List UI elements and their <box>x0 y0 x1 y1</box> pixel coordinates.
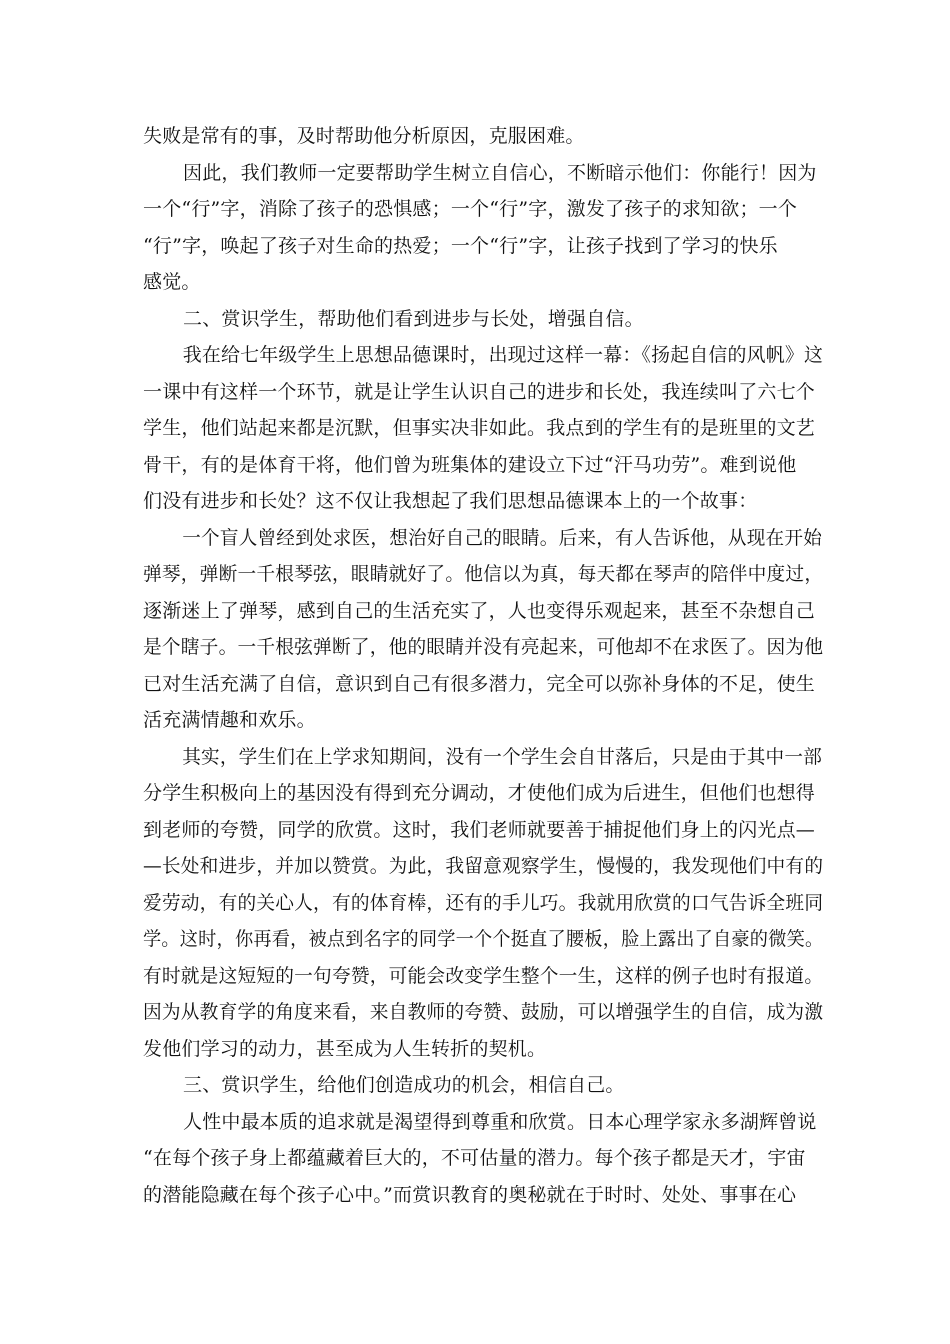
text-line: 的潜能隐藏在每个孩子心中。”而赏识教育的奥秘就在于时时、处处、事事在心 <box>143 1183 797 1206</box>
text-line: 三、赏识学生，给他们创造成功的机会，相信自己。 <box>183 1074 625 1096</box>
text-line: “在每个孩子身上都蕴藏着巨大的，不可估量的潜力。每个孩子都是天才，宇宙 <box>143 1147 806 1169</box>
text-line: 活充满情趣和欢乐。 <box>143 709 316 731</box>
text-line: 学。这时，你再看，被点到名字的同学一个个挺直了腰板，脸上露出了自豪的微笑。 <box>143 928 824 950</box>
text-line: 学生，他们站起来都是沉默，但事实决非如此。我点到的学生有的是班里的文艺 <box>143 417 816 439</box>
text-line: 是个瞎子。一千根弦弹断了，他的眼睛并没有亮起来，可他却不在求医了。因为他 <box>143 636 824 658</box>
text-line: 一课中有这样一个环节，就是让学生认识自己的进步和长处，我连续叫了六七个 <box>143 380 816 403</box>
text-line: 失败是常有的事，及时帮助他分析原因，克服困难。 <box>143 125 585 147</box>
body-text <box>143 118 823 1213</box>
text-line: —长处和进步，并加以赞赏。为此，我留意观察学生，慢慢的，我发现他们中有的 <box>143 855 824 877</box>
text-line: 人性中最本质的追求就是渴望得到尊重和欣赏。日本心理学家永多湖辉曾说 <box>183 1110 817 1133</box>
text-line: 发他们学习的动力，甚至成为人生转折的契机。 <box>143 1037 547 1060</box>
text-line: 因此，我们教师一定要帮助学生树立自信心，不断暗示他们：你能行！因为 <box>183 161 817 184</box>
text-line: 因为从教育学的角度来看，来自教师的夸赞、鼓励，可以增强学生的自信，成为激 <box>143 1001 824 1023</box>
text-line: “行”字，唤起了孩子对生命的热爱；一个“行”字，让孩子找到了学习的快乐 <box>143 234 778 257</box>
text-line: 分学生积极向上的基因没有得到充分调动，才使他们成为后进生，但他们也想得 <box>143 782 816 804</box>
text-line: 爱劳动，有的关心人，有的体育棒，还有的手儿巧。我就用欣赏的口气告诉全班同 <box>143 891 824 914</box>
text-line: 弹琴，弹断一千根琴弦，眼睛就好了。他信以为真，每天都在琴声的陪伴中度过， <box>143 563 824 585</box>
text-line: 逐渐迷上了弹琴，感到自己的生活充实了，人也变得乐观起来，甚至不杂想自己 <box>143 599 816 622</box>
text-line: 二、赏识学生，帮助他们看到进步与长处，增强自信。 <box>183 307 644 330</box>
text-line: 到老师的夸赞，同学的欣赏。这时，我们老师就要善于捕捉他们身上的闪光点— <box>143 818 816 841</box>
text-line: 已对生活充满了自信，意识到自己有很多潜力，完全可以弥补身体的不足，使生 <box>143 672 816 695</box>
text-line: 我在给七年级学生上思想品德课时，出现过这样一幕：《扬起自信的风帆》这 <box>182 344 824 366</box>
text-line: 骨干，有的是体育干将，他们曾为班集体的建设立下过“汗马功劳”。难到说他 <box>143 453 797 476</box>
text-line: 一个“行”字，消除了孩子的恐惧感；一个“行”字，激发了孩子的求知欲；一个 <box>143 198 798 220</box>
text-line: 感觉。 <box>143 271 201 293</box>
text-line: 有时就是这短短的一句夸赞，可能会改变学生整个一生，这样的例子也时有报道。 <box>143 964 824 987</box>
text-line: 其实，学生们在上学求知期间，没有一个学生会自甘落后，只是由于其中一部 <box>182 745 823 768</box>
text-line: 一个盲人曾经到处求医，想治好自己的眼睛。后来，有人告诉他，从现在开始 <box>182 526 823 549</box>
text-line: 们没有进步和长处？这不仅让我想起了我们思想品德课本上的一个故事： <box>143 490 758 512</box>
